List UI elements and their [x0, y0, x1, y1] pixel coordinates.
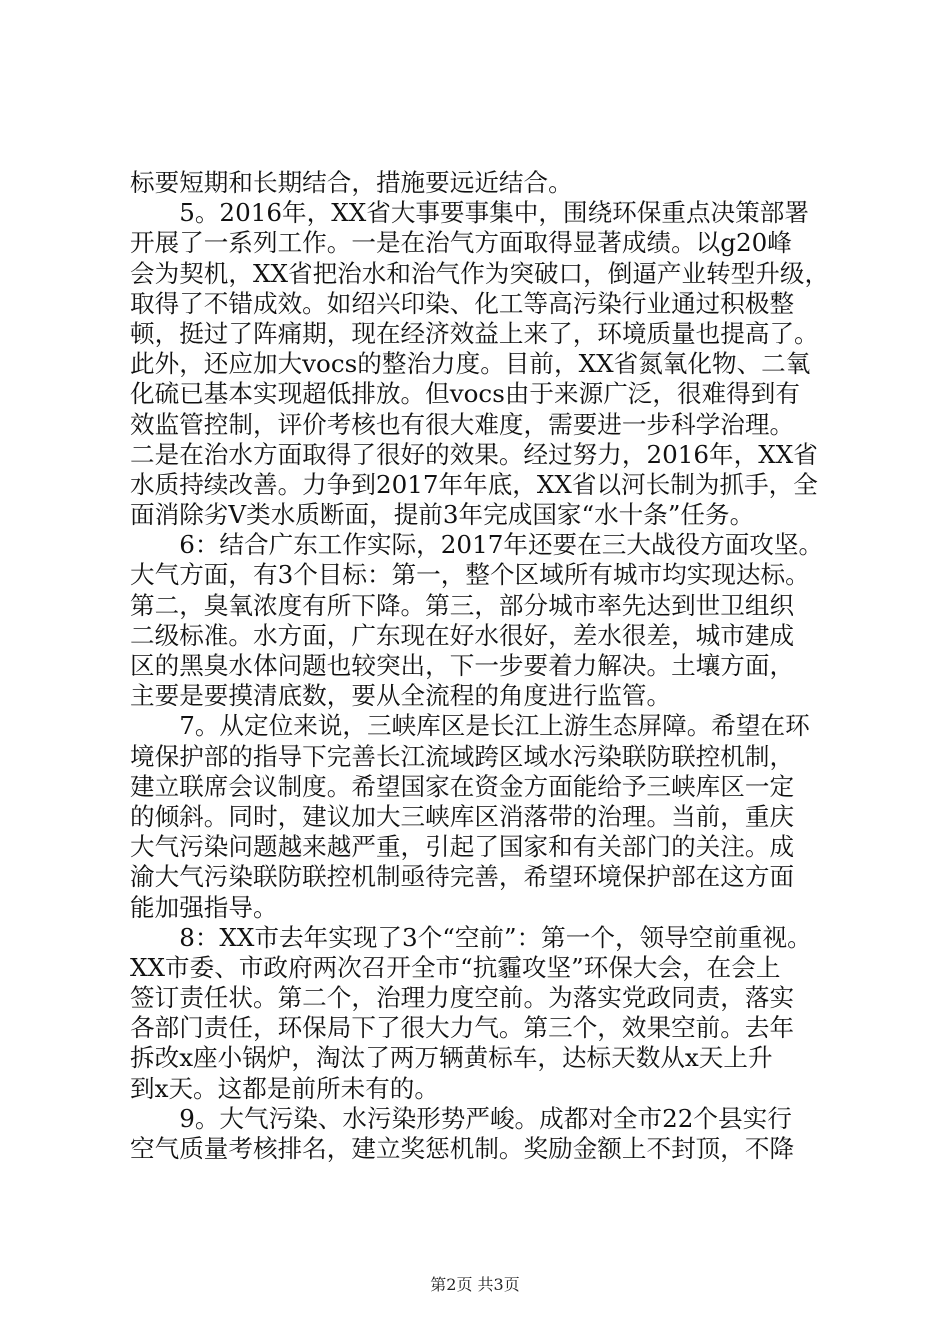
text-line: 水质持续改善。力争到2017年年底，XX省以河长制为抓手，全: [130, 469, 818, 499]
text-line: 大气污染问题越来越严重，引起了国家和有关部门的关注。成: [130, 832, 795, 862]
text-line: 能加强指导。: [130, 892, 278, 922]
text-line: 开展了一系列工作。一是在治气方面取得显著成绩。以g20峰: [130, 228, 792, 258]
text-line: 6：结合广东工作实际，2017年还要在三大战役方面攻坚。: [130, 530, 824, 560]
text-line: 区的黑臭水体问题也较突出，下一步要着力解决。土壤方面，: [130, 651, 795, 680]
text-line: 5。2016年，XX省大事要事集中，围绕环保重点决策部署: [130, 198, 809, 228]
text-line: 取得了不错成效。如绍兴印染、化工等高污染行业通过积极整: [130, 288, 795, 318]
text-line: XX市委、市政府两次召开全市“抗霾攻坚”环保大会，在会上: [130, 952, 781, 982]
document-body: [130, 168, 830, 1164]
text-line: 此外，还应加大vocs的整治力度。目前，XX省氮氧化物、二氧: [130, 349, 811, 379]
page-footer: 第2页 共3页: [430, 1275, 520, 1294]
text-line: 的倾斜。同时，建议加大三峡库区消落带的治理。当前，重庆: [130, 801, 795, 831]
text-line: 境保护部的指导下完善长江流域跨区域水污染联防联控机制，: [130, 741, 795, 771]
text-line: 7。从定位来说，三峡库区是长江上游生态屏障。希望在环: [130, 711, 810, 741]
text-line: 签订责任状。第二个，治理力度空前。为落实党政同责，落实: [130, 983, 795, 1013]
text-line: 大气方面，有3个目标：第一，整个区域所有城市均实现达标。: [130, 560, 810, 590]
text-line: 拆改x座小锅炉，淘汰了两万辆黄标车，达标天数从x天上升: [130, 1043, 773, 1073]
text-line: 标要短期和长期结合，措施要远近结合。: [130, 168, 573, 197]
text-line: 面消除劣Ⅴ类水质断面，提前3年完成国家“水十条”任务。: [130, 500, 755, 530]
text-line: 空气质量考核排名，建立奖惩机制。奖励金额上不封顶，不降: [130, 1134, 795, 1163]
text-line: 建立联席会议制度。希望国家在资金方面能给予三峡库区一定: [130, 771, 795, 801]
text-line: 主要是要摸清底数，要从全流程的角度进行监管。: [130, 681, 672, 711]
text-line: 效监管控制，评价考核也有很大难度，需要进一步科学治理。: [130, 409, 795, 439]
text-line: 化硫已基本实现超低排放。但vocs由于来源广泛，很难得到有: [130, 379, 800, 409]
text-line: 8：XX市去年实现了3个“空前”：第一个，领导空前重视。: [130, 922, 812, 952]
text-line: 第二，臭氧浓度有所下降。第三，部分城市率先达到世卫组织: [130, 590, 795, 620]
text-line: 顿，挺过了阵痛期，现在经济效益上来了，环境质量也提高了。: [130, 318, 819, 348]
text-line: 各部门责任，环保局下了很大力气。第三个，效果空前。去年: [130, 1013, 795, 1043]
text-line: 9。大气污染、水污染形势严峻。成都对全市22个县实行: [130, 1103, 792, 1133]
text-line: 二级标准。水方面，广东现在好水很好，差水很差，城市建成: [130, 620, 795, 650]
text-line: 二是在治水方面取得了很好的效果。经过努力，2016年，XX省: [130, 439, 818, 469]
text-line: 渝大气污染联防联控机制亟待完善，希望环境保护部在这方面: [130, 862, 795, 892]
text-line: 会为契机，XX省把治水和治气作为突破口，倒逼产业转型升级，: [130, 258, 830, 288]
text-line: 到x天。这都是前所未有的。: [130, 1073, 439, 1103]
